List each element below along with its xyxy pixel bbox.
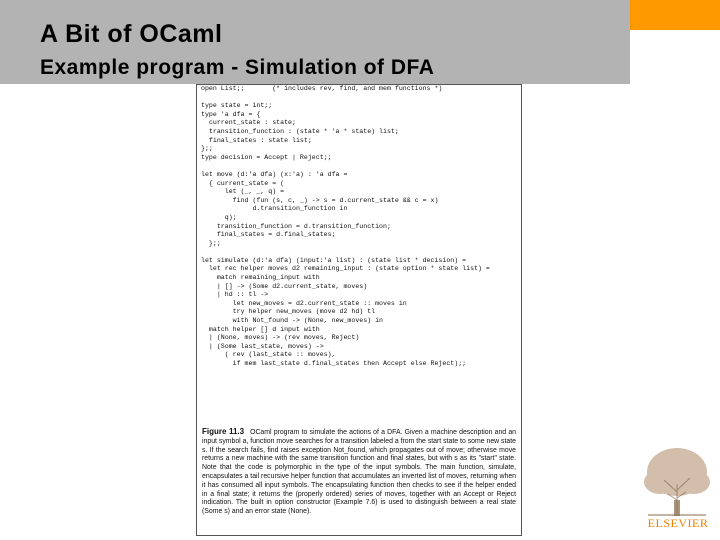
- figure-caption-text: OCaml program to simulate the actions of a DFA. Given a machine description and an input symbol a, function move searches for a transition labeled a from the start state to some new state s. If the search fails, find raises exception Not_found, which propagates out of move; otherwise move returns a new machine with the same transition function and final states, but with s as its "start" state. Note that the code is polymorphic in the type of the input symbols. The main function, simulate, encapsulates a tail recursive helper function that accumulates an inverted list of moves, returning when it has consumed all input symbols. The encapsulating function then checks to see if the helper ended in a final state; it returns the (properly ordered) series of moves, together with an Accept or Reject indication. The built in option constructor (Example 7.6) is used to distinguish between a real state (Some s) and an error state (None).: [202, 429, 516, 516]
- slide-title: A Bit of OCaml: [40, 20, 223, 48]
- figure-caption-label: Figure 11.3: [202, 427, 245, 436]
- elsevier-logo-text: ELSEVIER: [647, 516, 709, 530]
- ocaml-code-listing: open List;; (* includes rev, find, and mem functions *) type state = int;; type 'a dfa = { current_state : state; transition_function : (state * 'a * state) list; final_states : state list; };; type decision = Accept | Reject;; let move (d:'a dfa) (x:'a) : 'a dfa = { current_state = ( let (_, _, q) = find (fun (s, c, _) -> s = d.current_state && c = x) d.transition_function in q); transition_function = d.transition_function; final_states = d.final_states; };; let simulate (d:'a dfa) (input:'a list) : (state list * decision) = let rec helper moves d2 remaining_input : (state option * state list) = match remaining_input with | [] -> (Some d2.current_state, moves) | hd :: tl -> let new_moves = d2.current_state :: moves in try helper new_moves (move d2 hd) tl with Not_found -> (None, new_moves) in match helper [] d input with | (None, moves) -> (rev moves, Reject) | (Some last_state, moves) -> ( rev (last_state :: moves), if mem last_state d.final_states then Accept else Reject);;: [201, 85, 490, 367]
- code-figure: [196, 84, 522, 536]
- figure-caption: [202, 428, 516, 517]
- slide-subtitle: Example program - Simulation of DFA: [40, 56, 435, 79]
- accent-block: [630, 0, 720, 30]
